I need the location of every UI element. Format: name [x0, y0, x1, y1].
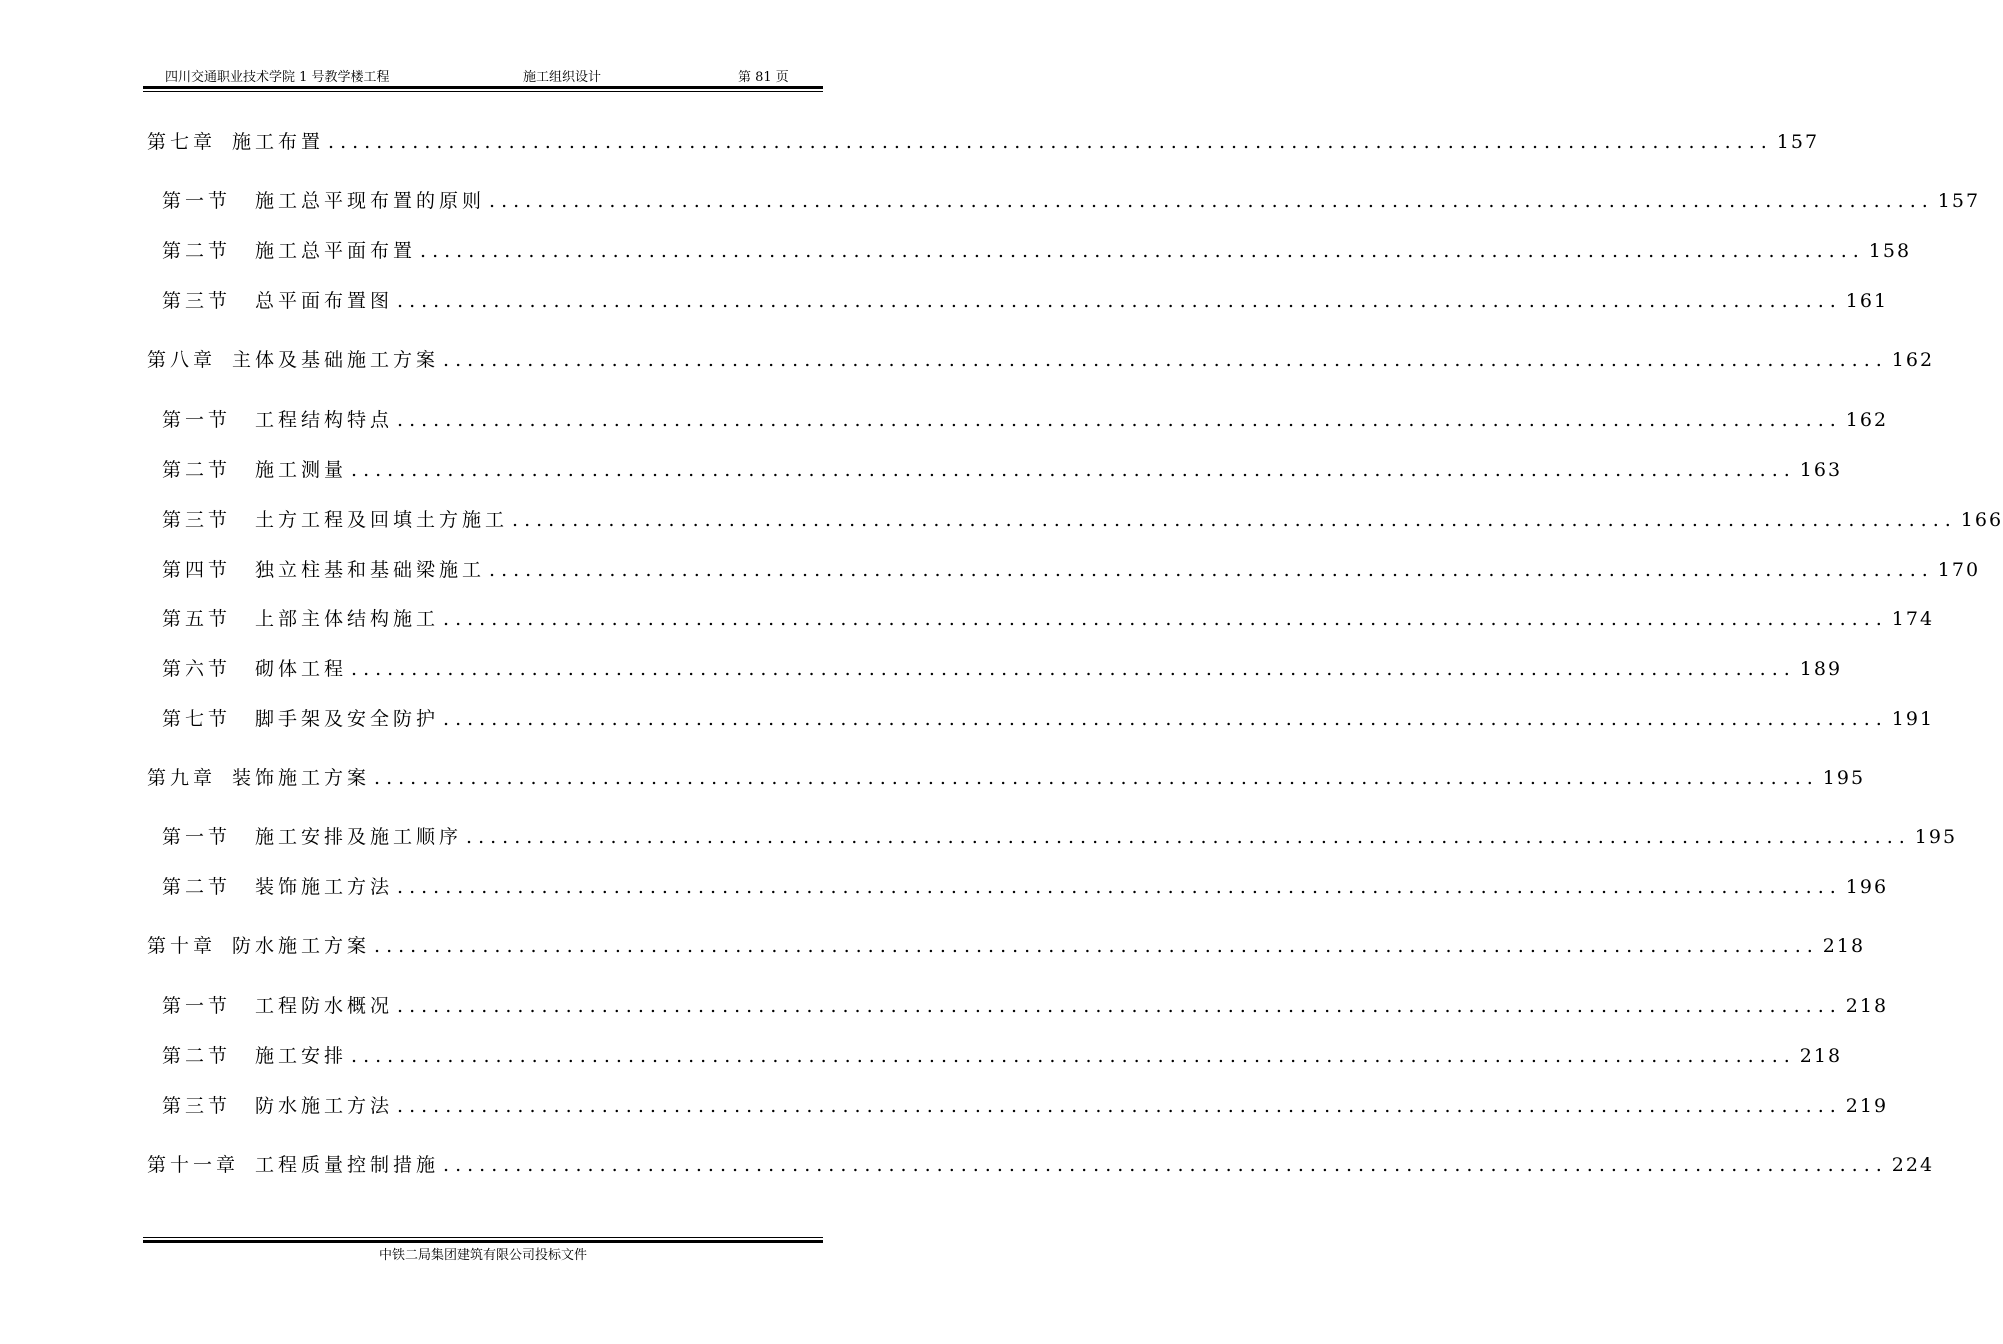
toc-section-entry	[162, 654, 1843, 684]
toc-section-entry	[162, 1091, 1889, 1121]
toc-entry-page: 170	[1937, 559, 1981, 581]
toc-leader-dots: ........................................................................................................................	[328, 131, 1773, 153]
toc-entry-number: 第二节	[162, 459, 232, 481]
toc-section-entry	[162, 286, 1889, 316]
toc-entry-page: 163	[1799, 459, 1843, 481]
toc-chapter-entry	[147, 931, 1866, 961]
toc-entry-title: 防水施工方法	[255, 1095, 394, 1117]
toc-entry-title: 施工安排及施工顺序	[255, 826, 463, 848]
toc-section-entry	[162, 555, 1981, 585]
toc-chapter-entry	[147, 763, 1866, 793]
toc-chapter-entry	[147, 345, 1935, 375]
toc-entry-title: 独立柱基和基础梁施工	[255, 559, 486, 581]
toc-entry-title: 主体及基础施工方案	[232, 349, 440, 371]
footer-rule-thin	[143, 1237, 823, 1238]
toc-leader-dots: ........................................................................................................................	[443, 1154, 1888, 1176]
header-document-type: 施工组织设计	[523, 70, 602, 85]
toc-entry-number: 第八章	[147, 349, 217, 371]
toc-entry-number: 第九章	[147, 767, 217, 789]
toc-entry-title: 工程结构特点	[255, 409, 394, 431]
toc-section-entry	[162, 872, 1889, 902]
header-page-number: 第 81 页	[738, 70, 789, 85]
toc-leader-dots: ........................................................................................................................	[374, 935, 1819, 957]
toc-leader-dots: ........................................................................................................................	[512, 509, 1957, 531]
toc-leader-dots: ........................................................................................................................	[397, 995, 1842, 1017]
toc-entry-page: 218	[1822, 935, 1866, 957]
toc-entry-title: 装饰施工方案	[232, 767, 371, 789]
toc-entry-title: 工程防水概况	[255, 995, 394, 1017]
toc-leader-dots: ........................................................................................................................	[351, 1045, 1796, 1067]
toc-entry-title: 上部主体结构施工	[255, 608, 440, 630]
toc-entry-page: 191	[1891, 708, 1935, 730]
toc-leader-dots: ........................................................................................................................	[397, 409, 1842, 431]
toc-entry-number: 第一节	[162, 190, 232, 212]
toc-section-entry	[162, 1041, 1843, 1071]
toc-entry-number: 第一节	[162, 409, 232, 431]
toc-entry-title: 施工安排	[255, 1045, 348, 1067]
header-project-title: 四川交通职业技术学院 1 号教学楼工程	[165, 70, 390, 85]
footer-company: 中铁二局集团建筑有限公司投标文件	[378, 1248, 587, 1263]
toc-section-entry	[162, 704, 1935, 734]
toc-entry-page: 218	[1845, 995, 1889, 1017]
toc-leader-dots: ........................................................................................................................	[420, 240, 1865, 262]
toc-entry-title: 防水施工方案	[232, 935, 371, 957]
toc-entry-number: 第二节	[162, 1045, 232, 1067]
toc-entry-title: 砌体工程	[255, 658, 348, 680]
toc-entry-title: 装饰施工方法	[255, 876, 394, 898]
toc-section-entry	[162, 822, 1958, 852]
toc-section-entry	[162, 236, 1912, 266]
toc-entry-page: 218	[1799, 1045, 1843, 1067]
footer-rule-thick	[143, 1240, 823, 1243]
toc-entry-page: 196	[1845, 876, 1889, 898]
toc-entry-page: 219	[1845, 1095, 1889, 1117]
toc-entry-page: 162	[1891, 349, 1935, 371]
toc-entry-number: 第一节	[162, 995, 232, 1017]
toc-chapter-entry	[147, 127, 1820, 157]
toc-leader-dots: ........................................................................................................................	[351, 459, 1796, 481]
toc-entry-title: 施工总平现布置的原则	[255, 190, 486, 212]
toc-leader-dots: ........................................................................................................................	[443, 608, 1888, 630]
toc-entry-title: 总平面布置图	[255, 290, 394, 312]
toc-entry-number: 第一节	[162, 826, 232, 848]
toc-entry-title: 施工测量	[255, 459, 348, 481]
toc-entry-title: 脚手架及安全防护	[255, 708, 440, 730]
toc-entry-page: 224	[1891, 1154, 1935, 1176]
toc-entry-number: 第五节	[162, 608, 232, 630]
toc-section-entry	[162, 505, 2003, 535]
toc-entry-number: 第二节	[162, 876, 232, 898]
toc-entry-number: 第三节	[162, 1095, 232, 1117]
toc-entry-number: 第七章	[147, 131, 217, 153]
toc-section-entry	[162, 455, 1843, 485]
toc-entry-page: 174	[1891, 608, 1935, 630]
toc-entry-page: 161	[1845, 290, 1889, 312]
toc-entry-page: 157	[1937, 190, 1981, 212]
toc-leader-dots: ........................................................................................................................	[374, 767, 1819, 789]
toc-entry-number: 第六节	[162, 658, 232, 680]
toc-leader-dots: ........................................................................................................................	[489, 190, 1934, 212]
toc-leader-dots: ........................................................................................................................	[351, 658, 1796, 680]
toc-entry-number: 第三节	[162, 509, 232, 531]
toc-leader-dots: ........................................................................................................................	[397, 876, 1842, 898]
toc-entry-title: 施工布置	[232, 131, 325, 153]
toc-leader-dots: ........................................................................................................................	[443, 708, 1888, 730]
toc-leader-dots: ........................................................................................................................	[466, 826, 1911, 848]
toc-entry-number: 第三节	[162, 290, 232, 312]
toc-entry-page: 166	[1960, 509, 2003, 531]
toc-entry-title: 土方工程及回填土方施工	[255, 509, 509, 531]
toc-entry-number: 第四节	[162, 559, 232, 581]
toc-entry-number: 第十一章	[147, 1154, 240, 1176]
toc-entry-title: 施工总平面布置	[255, 240, 417, 262]
toc-entry-page: 189	[1799, 658, 1843, 680]
toc-entry-title: 工程质量控制措施	[255, 1154, 440, 1176]
toc-entry-page: 162	[1845, 409, 1889, 431]
toc-entry-number: 第十章	[147, 935, 217, 957]
toc-leader-dots: ........................................................................................................................	[443, 349, 1888, 371]
toc-entry-page: 157	[1776, 131, 1820, 153]
toc-entry-number: 第二节	[162, 240, 232, 262]
toc-section-entry	[162, 186, 1981, 216]
toc-entry-page: 195	[1822, 767, 1866, 789]
toc-chapter-entry	[147, 1150, 1935, 1180]
toc-entry-page: 158	[1868, 240, 1912, 262]
page-footer	[143, 1244, 823, 1263]
toc-entry-page: 195	[1914, 826, 1958, 848]
toc-leader-dots: ........................................................................................................................	[397, 1095, 1842, 1117]
toc-leader-dots: ........................................................................................................................	[489, 559, 1934, 581]
toc-section-entry	[162, 604, 1935, 634]
toc-section-entry	[162, 991, 1889, 1021]
toc-leader-dots: ........................................................................................................................	[397, 290, 1842, 312]
toc-section-entry	[162, 405, 1889, 435]
toc-entry-number: 第七节	[162, 708, 232, 730]
